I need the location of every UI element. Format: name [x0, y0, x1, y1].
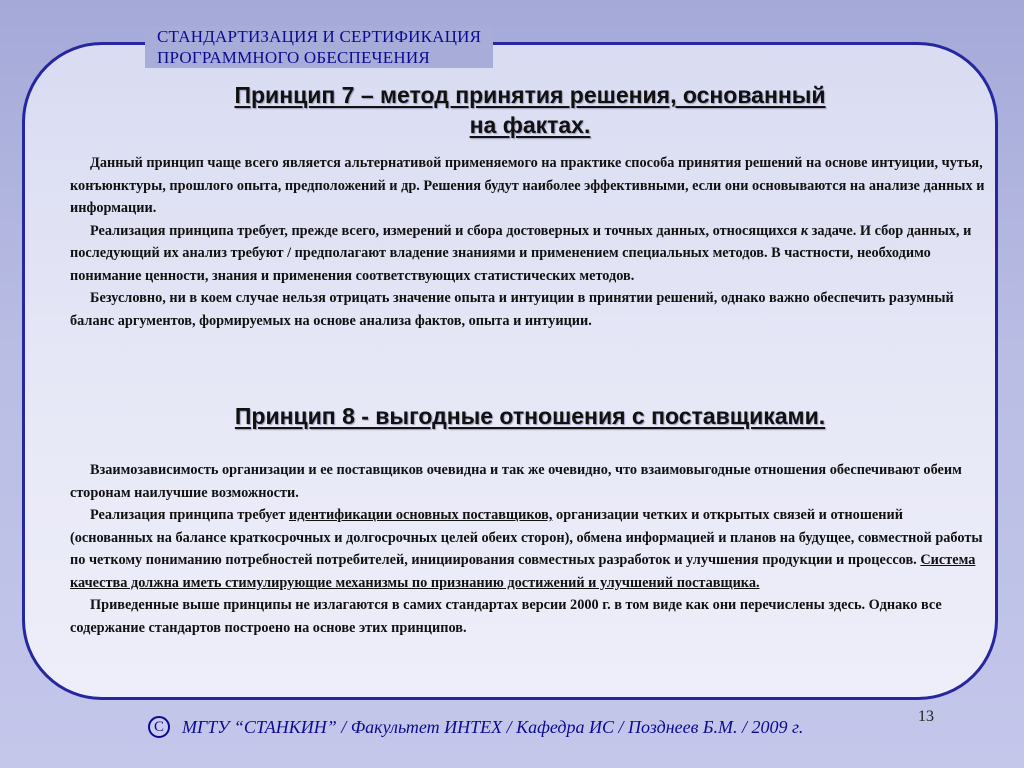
principle7-paragraph-2-italic: к	[800, 222, 809, 239]
principle7-paragraph-2-part-b: задаче. И сбор данных, и последующий их анализ требуют / предполагают владение знаниями и применением специальных методов. В частности, необходимо понимание ценности, знания и применения соответствующих статистических методов.	[70, 222, 972, 284]
principle8-underlined-quality-system: Система качества должна иметь стимулирующие механизмы по признанию достижений и улучшений поставщика.	[70, 552, 976, 591]
page-number: 13	[918, 708, 934, 725]
principle7-paragraph-2	[70, 220, 985, 288]
slide-header-title	[145, 26, 493, 68]
principle8-underlined-suppliers: идентификации основных поставщиков,	[288, 507, 553, 523]
slide-footer	[148, 714, 803, 740]
principle7-heading-line1: Принцип 7 – метод принятия решения, основанный	[234, 82, 826, 108]
principle8-paragraph-3: Приведенные выше принципы не излагаются в самих стандартах версии 2000 г. в том виде как они перечислены здесь. Однако все содержание стандартов построено на основе этих принципов.	[70, 597, 942, 636]
principle7-paragraph-2-part-a: Реализация принципа требует, прежде всего, измерений и сбора достоверных и точных данных, относящихся	[90, 222, 801, 239]
principle7-heading	[100, 80, 960, 140]
principle8-heading: Принцип 8 - выгодные отношения с поставщиками.	[234, 403, 826, 429]
principle8-body	[70, 459, 985, 639]
footer-text: МГТУ “СТАНКИН” / Факультет ИНТЕХ / Кафедра ИС / Позднеев Б.М. / 2009 г.	[182, 716, 804, 737]
principle7-body	[70, 152, 985, 332]
principle8-paragraph-1: Взаимозависимость организации и ее поставщиков очевидна и так же очевидно, что взаимовыгодные отношения обеспечивают обеим сторонам наилучшие возможности.	[70, 462, 962, 501]
copyright-icon: C	[148, 716, 170, 738]
principle7-paragraph-3: Безусловно, ни в коем случае нельзя отрицать значение опыта и интуиции в принятии решений, однако важно обеспечить разумный баланс аргументов, формируемых на основе анализа фактов, опыта и интуиции.	[70, 290, 954, 329]
principle7-heading-line2: на фактах.	[469, 112, 591, 138]
principle8-paragraph-2-part-a: Реализация принципа требует	[90, 507, 289, 523]
header-title-line1: СТАНДАРТИЗАЦИЯ И СЕРТИФИКАЦИЯ	[157, 27, 482, 46]
principle7-paragraph-1: Данный принцип чаще всего является альтернативой применяемого на практике способа принятия решений на основе интуиции, чутья, конъюнктуры, прошлого опыта, предположений и др. Решения будут наиболее эффективными, если они основываются на анализе данных и информации.	[70, 155, 985, 216]
header-title-line2: ПРОГРАММНОГО ОБЕСПЕЧЕНИЯ	[157, 48, 430, 67]
principle8-paragraph-2-part-b: организации четких и открытых связей и отношений (основанных на балансе краткосрочных и долгосрочных целей обеих сторон), обмена информацией и планов на будущее, совместной работы по четкому пониманию потребностей потребителей, инициирования совместных разработок и улучшения продукции и процессов.	[70, 507, 983, 568]
principle8-paragraph-2	[70, 504, 985, 594]
